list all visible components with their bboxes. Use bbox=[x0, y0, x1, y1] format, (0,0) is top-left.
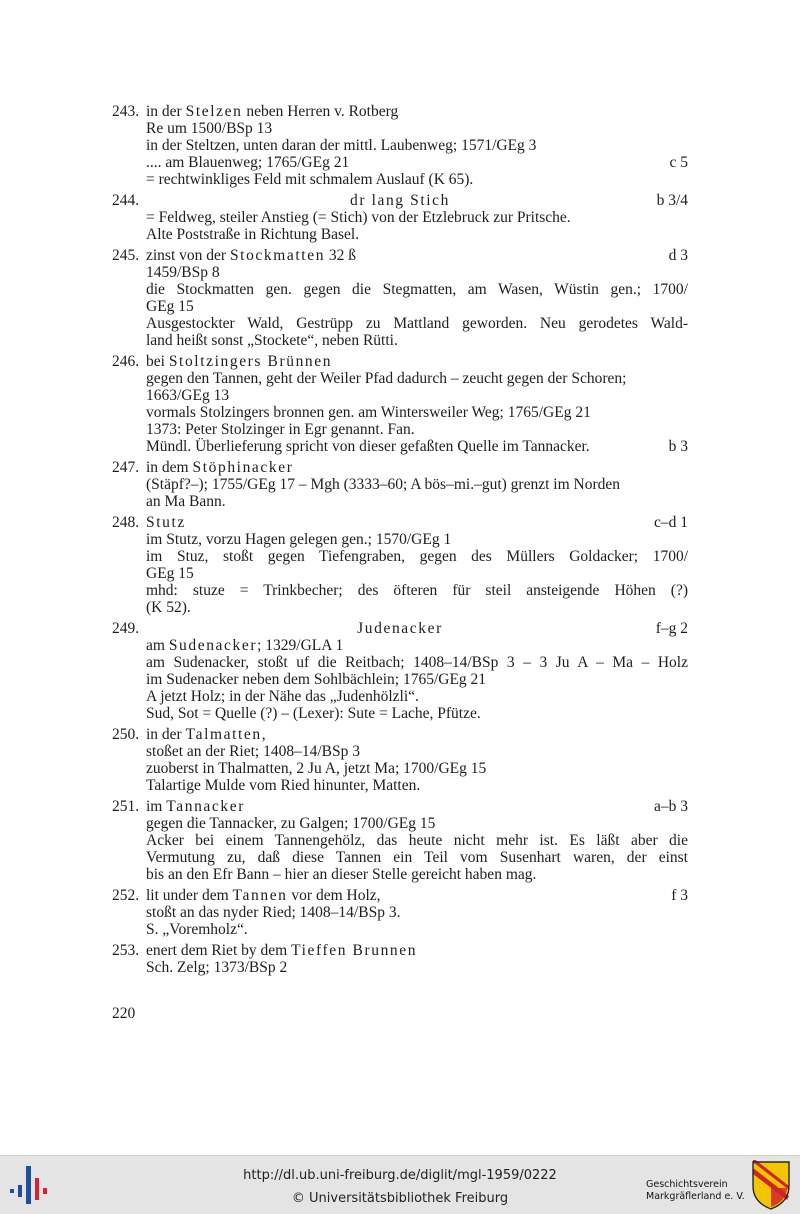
entry bbox=[112, 353, 688, 455]
field-name: Stelzen bbox=[185, 103, 243, 120]
line-text: 32 ß bbox=[325, 247, 357, 264]
grid-reference: c–d 1 bbox=[653, 514, 688, 531]
entry-number: 243. bbox=[112, 103, 140, 120]
entry-text-line bbox=[112, 370, 688, 387]
entry-heading-line bbox=[112, 353, 688, 370]
line-text: enert dem Riet by dem bbox=[146, 942, 292, 959]
line-text: am bbox=[146, 637, 169, 654]
society-name-line2: Markgräflerland e. V. bbox=[646, 1191, 745, 1202]
page-number: 220 bbox=[112, 1005, 136, 1022]
entry bbox=[112, 887, 688, 938]
entry-text-line bbox=[112, 565, 688, 582]
entry-text-line bbox=[112, 531, 688, 548]
society-name bbox=[646, 1179, 745, 1203]
entry-number: 250. bbox=[112, 726, 140, 743]
line-text: neben Herren v. Rotberg bbox=[242, 103, 399, 120]
line-body: die Stockmatten gen. gegen die Stegmatten, am Wasen, Wüstin gen.; 1700/ bbox=[146, 281, 688, 298]
field-name: Tieffen Brunnen bbox=[291, 942, 418, 959]
grid-reference: f 3 bbox=[671, 887, 688, 904]
entry-text-line bbox=[112, 959, 688, 976]
line-body: S. „Voremholz“. bbox=[146, 921, 248, 938]
line-body: im Stuz, stoßt gegen Tiefengraben, gegen des Müllers Goldacker; 1700/ bbox=[146, 548, 688, 565]
line-body bbox=[146, 459, 293, 476]
entry-heading-line bbox=[112, 459, 688, 476]
line-body: Alte Poststraße in Richtung Basel. bbox=[146, 226, 360, 243]
entry-text-line bbox=[112, 815, 688, 832]
entry-text-line bbox=[112, 404, 688, 421]
grid-reference: f–g 2 bbox=[655, 620, 688, 637]
line-body: 1373: Peter Stolzinger in Egr genannt. Fan. bbox=[146, 421, 415, 438]
grid-reference: d 3 bbox=[668, 247, 688, 264]
library-logo-icon bbox=[8, 1162, 52, 1208]
entry bbox=[112, 798, 688, 883]
entry-text-line bbox=[112, 493, 688, 510]
field-name: dr lang Stich bbox=[349, 192, 450, 209]
line-body: GEg 15 bbox=[146, 298, 194, 315]
entry-text-line bbox=[112, 281, 688, 298]
entry bbox=[112, 247, 688, 349]
entry-number: 247. bbox=[112, 459, 140, 476]
grid-reference: b 3 bbox=[668, 438, 688, 455]
entry-number: 249. bbox=[112, 620, 140, 637]
entry-heading-line bbox=[112, 247, 688, 264]
entry-heading-line bbox=[112, 887, 688, 904]
line-body: in der Steltzen, unten daran der mittl. Laubenweg; 1571/GEg 3 bbox=[146, 137, 537, 154]
entry-text-line bbox=[112, 171, 688, 188]
entry bbox=[112, 192, 688, 243]
line-body: (Stäpf?–); 1755/GEg 17 – Mgh (3333–60; A bös–mi.–gut) grenzt im Norden bbox=[146, 476, 620, 493]
line-body: gegen den Tannen, geht der Weiler Pfad dadurch – zeucht gegen der Schoren; bbox=[146, 370, 627, 387]
entry-text-line bbox=[112, 705, 688, 722]
entry-list bbox=[112, 103, 688, 980]
line-text: in der bbox=[146, 103, 186, 120]
entry-text-line bbox=[112, 315, 688, 332]
entry-text-line bbox=[112, 154, 688, 171]
entry bbox=[112, 620, 688, 722]
entry-heading-line bbox=[112, 192, 688, 209]
entry-text-line bbox=[112, 760, 688, 777]
field-name: Tannacker bbox=[166, 798, 245, 815]
line-body bbox=[146, 726, 266, 743]
entry-number: 246. bbox=[112, 353, 140, 370]
line-body: (K 52). bbox=[146, 599, 191, 616]
entry bbox=[112, 942, 688, 976]
line-body bbox=[146, 247, 356, 264]
entry-text-line bbox=[112, 209, 688, 226]
field-name: Talmatten bbox=[185, 726, 262, 743]
line-body: land heißt sonst „Stockete“, neben Rütti. bbox=[146, 332, 398, 349]
line-text: , bbox=[261, 726, 266, 743]
entry-text-line bbox=[112, 904, 688, 921]
entry-text-line bbox=[112, 264, 688, 281]
entry-text-line bbox=[112, 866, 688, 883]
field-name: Stoltzingers Brünnen bbox=[168, 353, 333, 370]
grid-reference: a–b 3 bbox=[653, 798, 688, 815]
entry-text-line bbox=[112, 599, 688, 616]
line-text: vor dem Holz, bbox=[287, 887, 381, 904]
line-body bbox=[146, 353, 332, 370]
line-body: 1663/GEg 13 bbox=[146, 387, 230, 404]
line-text: in der bbox=[146, 726, 186, 743]
entry-text-line bbox=[112, 654, 688, 671]
entry-text-line bbox=[112, 421, 688, 438]
line-body: vormals Stolzingers bronnen gen. am Wintersweiler Weg; 1765/GEg 21 bbox=[146, 404, 591, 421]
line-body: = rechtwinkliges Feld mit schmalem Auslauf (K 65). bbox=[146, 171, 474, 188]
line-body bbox=[146, 798, 245, 815]
entry-text-line bbox=[112, 637, 688, 654]
entry-text-line bbox=[112, 332, 688, 349]
line-body: A jetzt Holz; in der Nähe das „Judenhölzli“. bbox=[146, 688, 419, 705]
entry-text-line bbox=[112, 387, 688, 404]
line-body bbox=[146, 942, 417, 959]
line-body: am Sudenacker, stoßt uf die Reitbach; 1408–14/BSp 3 – 3 Ju A – Ma – Holz bbox=[146, 654, 688, 671]
entry-number: 251. bbox=[112, 798, 140, 815]
line-body: im Sudenacker neben dem Sohlbächlein; 1765/GEg 21 bbox=[146, 671, 487, 688]
entry-number: 252. bbox=[112, 887, 140, 904]
line-body bbox=[146, 103, 398, 120]
entry-heading-line bbox=[112, 726, 688, 743]
line-text: in dem bbox=[146, 459, 193, 476]
line-body: 1459/BSp 8 bbox=[146, 264, 220, 281]
line-body: im Stutz, vorzu Hagen gelegen gen.; 1570/GEg 1 bbox=[146, 531, 452, 548]
entry-text-line bbox=[112, 137, 688, 154]
line-text: lit under dem bbox=[146, 887, 233, 904]
entry-text-line bbox=[112, 582, 688, 599]
field-name: Stockmatten bbox=[229, 247, 326, 264]
entry-text-line bbox=[112, 777, 688, 794]
coat-of-arms-icon bbox=[751, 1160, 791, 1210]
field-name: Sudenacker bbox=[168, 637, 258, 654]
line-body: Vermutung zu, daß diese Tannen ein Teil vom Susenhart waren, der einst bbox=[146, 849, 688, 866]
line-body: .... am Blauenweg; 1765/GEg 21 bbox=[146, 154, 350, 171]
entry-text-line bbox=[112, 226, 688, 243]
line-body bbox=[146, 514, 186, 531]
line-body: Sch. Zelg; 1373/BSp 2 bbox=[146, 959, 288, 976]
line-body: Re um 1500/BSp 13 bbox=[146, 120, 273, 137]
entry bbox=[112, 459, 688, 510]
line-text: bei bbox=[146, 353, 169, 370]
line-body: Mündl. Überlieferung spricht von dieser gefaßten Quelle im Tannacker. bbox=[146, 438, 590, 455]
line-body: Acker bei einem Tannengehölz, das heute nicht mehr ist. Es läßt aber die bbox=[146, 832, 688, 849]
entry-text-line bbox=[112, 849, 688, 866]
line-body: zuoberst in Thalmatten, 2 Ju A, jetzt Ma; 1700/GEg 15 bbox=[146, 760, 487, 777]
entry bbox=[112, 514, 688, 616]
line-body: = Feldweg, steiler Anstieg (= Stich) von der Etzlebruck zur Pritsche. bbox=[146, 209, 571, 226]
line-body: stoßet an der Riet; 1408–14/BSp 3 bbox=[146, 743, 360, 760]
line-body: Sud, Sot = Quelle (?) – (Lexer): Sute = Lache, Pfütze. bbox=[146, 705, 481, 722]
entry-text-line bbox=[112, 688, 688, 705]
entry-heading-line bbox=[112, 942, 688, 959]
entry-heading-line bbox=[112, 620, 688, 637]
line-body: Ausgestockter Wald, Gestrüpp zu Mattland geworden. Neu gerodetes Wald- bbox=[146, 315, 688, 332]
grid-reference: b 3/4 bbox=[656, 192, 688, 209]
line-body: gegen die Tannacker, zu Galgen; 1700/GEg 15 bbox=[146, 815, 436, 832]
footer-bar bbox=[0, 1155, 800, 1214]
source-url-link[interactable]: http://dl.ub.uni-freiburg.de/diglit/mgl-1959/0222 bbox=[243, 1168, 557, 1183]
field-name: Tannen bbox=[232, 887, 288, 904]
society-name-line1: Geschichtsverein bbox=[646, 1179, 728, 1190]
entry-number: 245. bbox=[112, 247, 140, 264]
grid-reference: c 5 bbox=[669, 154, 688, 171]
entry-text-line bbox=[112, 120, 688, 137]
entry-text-line bbox=[112, 921, 688, 938]
entry bbox=[112, 726, 688, 794]
field-name: Stutz bbox=[146, 514, 186, 531]
line-body: Talartige Mulde vom Ried hinunter, Matten. bbox=[146, 777, 421, 794]
line-body: GEg 15 bbox=[146, 565, 194, 582]
field-name: Stöphinacker bbox=[192, 459, 294, 476]
entry-text-line bbox=[112, 743, 688, 760]
line-body: stoßt an das nyder Ried; 1408–14/BSp 3. bbox=[146, 904, 401, 921]
line-text: zinst von der bbox=[146, 247, 230, 264]
entry-text-line bbox=[112, 832, 688, 849]
entry-heading-line bbox=[112, 514, 688, 531]
line-body: an Ma Bann. bbox=[146, 493, 226, 510]
entry-heading-line bbox=[112, 798, 688, 815]
line-text: ; 1329/GLA 1 bbox=[257, 637, 344, 654]
line-body: mhd: stuze = Trinkbecher; des öfteren für steil ansteigende Höhen (?) bbox=[146, 582, 688, 599]
entry-number: 253. bbox=[112, 942, 140, 959]
line-body: bis an den Efr Bann – hier an dieser Stelle gereicht haben mag. bbox=[146, 866, 537, 883]
entry-heading-line bbox=[112, 103, 688, 120]
entry bbox=[112, 103, 688, 188]
line-body bbox=[146, 637, 343, 654]
entry-text-line bbox=[112, 548, 688, 565]
entry-text-line bbox=[112, 671, 688, 688]
field-name: Judenacker bbox=[357, 620, 443, 637]
line-body bbox=[146, 887, 381, 904]
entry-text-line bbox=[112, 438, 688, 455]
line-text: im bbox=[146, 798, 167, 815]
entry-number: 248. bbox=[112, 514, 140, 531]
entry-text-line bbox=[112, 476, 688, 493]
entry-number: 244. bbox=[112, 192, 140, 209]
copyright-text: © Universitätsbibliothek Freiburg bbox=[291, 1191, 509, 1206]
entry-text-line bbox=[112, 298, 688, 315]
